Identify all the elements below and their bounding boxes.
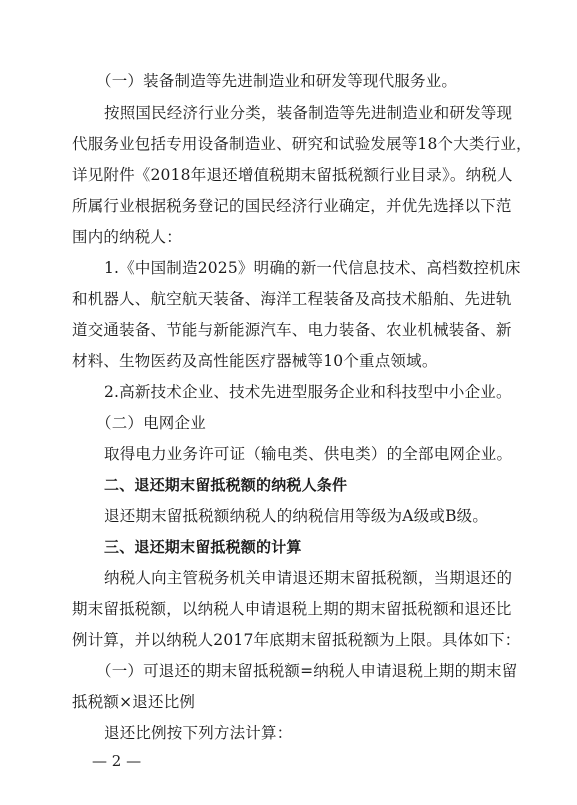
list-item-1: 1.《中国制造2025》明确的新一代信息技术、高档数控机床 (104, 259, 521, 277)
paragraph-line: 代服务业包括专用设备制造业、研究和试验发展等18个大类行业， (72, 135, 532, 153)
paragraph-line: 详见附件《2018年退还增值税期末留抵税额行业目录》。纳税人 (72, 166, 513, 184)
paragraph-line: 围内的纳税人： (72, 228, 182, 246)
paragraph-line: 期末留抵税额，以纳税人申请退税上期的期末留抵税额和退还比 (72, 600, 512, 618)
paragraph-line: 按照国民经济行业分类，装备制造等先进制造业和研发等现 (104, 104, 513, 122)
page-number: — 2 — (92, 752, 142, 770)
paragraph-line: 退还期末留抵税额纳税人的纳税信用等级为A级或B级。 (104, 507, 489, 525)
paragraph-line: 材料、生物医药及高性能医疗器械等10个重点领域。 (72, 352, 438, 370)
paragraph-line: 所属行业根据税务登记的国民经济行业确定，并优先选择以下范 (72, 197, 512, 215)
section-heading-3: 三、退还期末留抵税额的计算 (104, 538, 302, 556)
formula-line: （一）可退还的期末留抵税额=纳税人申请退税上期的期末留 (96, 662, 518, 680)
section-heading-2: 二、退还期末留抵税额的纳税人条件 (104, 476, 348, 494)
paragraph-line: 例计算，并以纳税人2017年底期末留抵税额为上限。具体如下： (72, 631, 521, 649)
subsection-heading-2: （二）电网企业 (96, 414, 206, 432)
paragraph-line: 取得电力业务许可证（输电类、供电类）的全部电网企业。 (104, 445, 513, 463)
list-item-2: 2.高新技术企业、技术先进型服务企业和科技型中小企业。 (104, 383, 512, 401)
paragraph-line: 和机器人、航空航天装备、海洋工程装备及高技术船舶、先进轨 (72, 290, 512, 308)
paragraph-line: 退还比例按下列方法计算： (104, 724, 293, 742)
paragraph-line: 道交通装备、节能与新能源汽车、电力装备、农业机械装备、新 (72, 321, 512, 339)
formula-line: 抵税额×退还比例 (72, 693, 196, 711)
subsection-heading-1: （一）装备制造等先进制造业和研发等现代服务业。 (96, 72, 458, 90)
paragraph-line: 纳税人向主管税务机关申请退还期末留抵税额，当期退还的 (104, 569, 513, 587)
